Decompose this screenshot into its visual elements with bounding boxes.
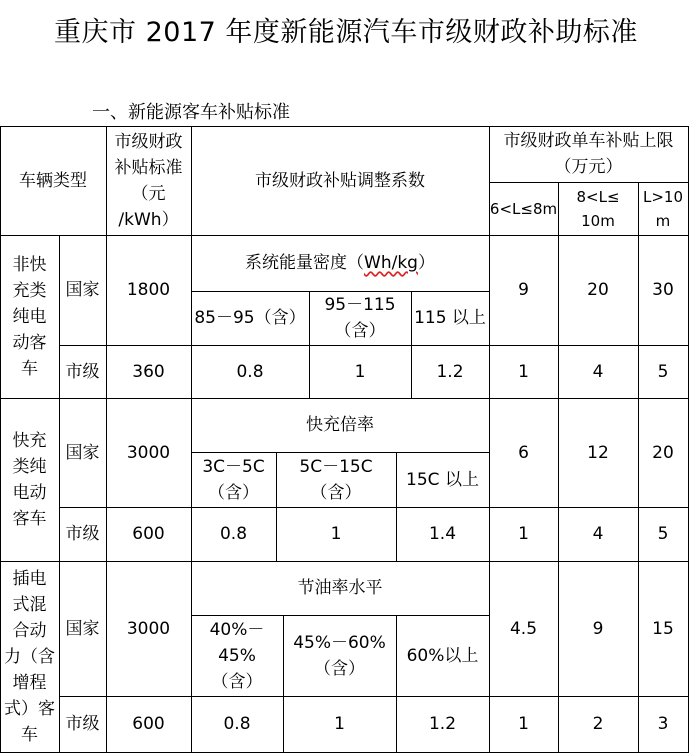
- cap-city-1: 1: [489, 507, 559, 562]
- range-1: 85－95（含）: [191, 291, 310, 346]
- coef-title-charge-rate: 快充倍率: [191, 398, 490, 453]
- cap-city-2: 4: [558, 507, 639, 562]
- level-city: 市级: [59, 507, 107, 562]
- cap-national-2: 12: [558, 398, 639, 508]
- coef-city-1: 0.8: [191, 345, 310, 399]
- header-length-8-10: 8<L≤ 10m: [558, 182, 639, 236]
- level-national: 国家: [59, 235, 107, 346]
- std-national: 3000: [106, 561, 192, 697]
- level-city: 市级: [59, 345, 107, 399]
- coef-city-2: 1: [276, 507, 397, 562]
- range-3: 15C 以上: [396, 452, 490, 508]
- cap-city-1: 1: [489, 696, 559, 753]
- range-2: 95－115 （含）: [309, 291, 412, 346]
- coef-city-3: 1.2: [411, 345, 490, 399]
- document-title: 重庆市 2017 年度新能源汽车市级财政补助标准: [54, 17, 638, 48]
- std-city: 600: [106, 507, 192, 562]
- vehicle-type-non-fast-charge: 非快 充类 纯电 动客 车: [0, 235, 60, 399]
- coef-city-1: 0.8: [191, 696, 284, 753]
- level-national: 国家: [59, 398, 107, 508]
- range-1: 3C－5C （含）: [191, 452, 277, 508]
- coef-title-unit: Wh/kg: [364, 253, 418, 273]
- range-2: 5C－15C （含）: [276, 452, 397, 508]
- range-3: 60%以上: [396, 615, 490, 697]
- std-city: 360: [106, 345, 192, 399]
- coef-title-suffix: ）: [417, 253, 435, 273]
- cap-city-2: 2: [558, 696, 639, 753]
- std-city: 600: [106, 696, 192, 753]
- range-3: 115 以上: [411, 291, 490, 346]
- coef-title-prefix: 系统能量密度（: [245, 253, 365, 273]
- header-vehicle-type: 车辆类型: [0, 126, 107, 236]
- coef-city-3: 1.4: [396, 507, 490, 562]
- header-adjust-coefficient: 市级财政补贴调整系数: [191, 126, 490, 236]
- range-2: 45%－60% （含）: [283, 615, 397, 697]
- cap-national-1: 4.5: [489, 561, 559, 697]
- coef-city-3: 1.2: [396, 696, 490, 753]
- header-subsidy-standard: 市级财政 补贴标准 （元 /kWh）: [106, 126, 192, 236]
- cap-national-2: 9: [558, 561, 639, 697]
- coef-city-2: 1: [309, 345, 412, 399]
- cap-city-3: 5: [638, 345, 689, 399]
- section-heading: 一、新能源客车补贴标准: [92, 102, 290, 123]
- cap-national-3: 30: [638, 235, 689, 346]
- coef-city-1: 0.8: [191, 507, 277, 562]
- header-length-6-8: 6<L≤8m: [489, 182, 559, 236]
- coef-title-fuel-saving: 节油率水平: [191, 561, 490, 616]
- cap-city-3: 3: [638, 696, 689, 753]
- std-national: 3000: [106, 398, 192, 508]
- cap-city-1: 1: [489, 345, 559, 399]
- cap-national-3: 15: [638, 561, 689, 697]
- header-length-10-plus: L>10 m: [638, 182, 689, 236]
- cap-city-2: 4: [558, 345, 639, 399]
- coef-city-2: 1: [283, 696, 397, 753]
- cap-city-3: 5: [638, 507, 689, 562]
- cap-national-3: 20: [638, 398, 689, 508]
- vehicle-type-plug-in-hybrid: 插电 式混 合动 力（含 增程 式）客 车: [0, 561, 60, 753]
- cap-national-1: 9: [489, 235, 559, 346]
- range-1: 40%－ 45% （含）: [191, 615, 284, 697]
- cap-national-2: 20: [558, 235, 639, 346]
- cap-national-1: 6: [489, 398, 559, 508]
- header-subsidy-cap: 市级财政单车补贴上限 （万元）: [489, 126, 689, 183]
- std-national: 1800: [106, 235, 192, 346]
- level-national: 国家: [59, 561, 107, 697]
- coef-title-energy-density: [191, 235, 490, 292]
- vehicle-type-fast-charge: 快充 类纯 电动 客车: [0, 398, 60, 562]
- level-city: 市级: [59, 696, 107, 753]
